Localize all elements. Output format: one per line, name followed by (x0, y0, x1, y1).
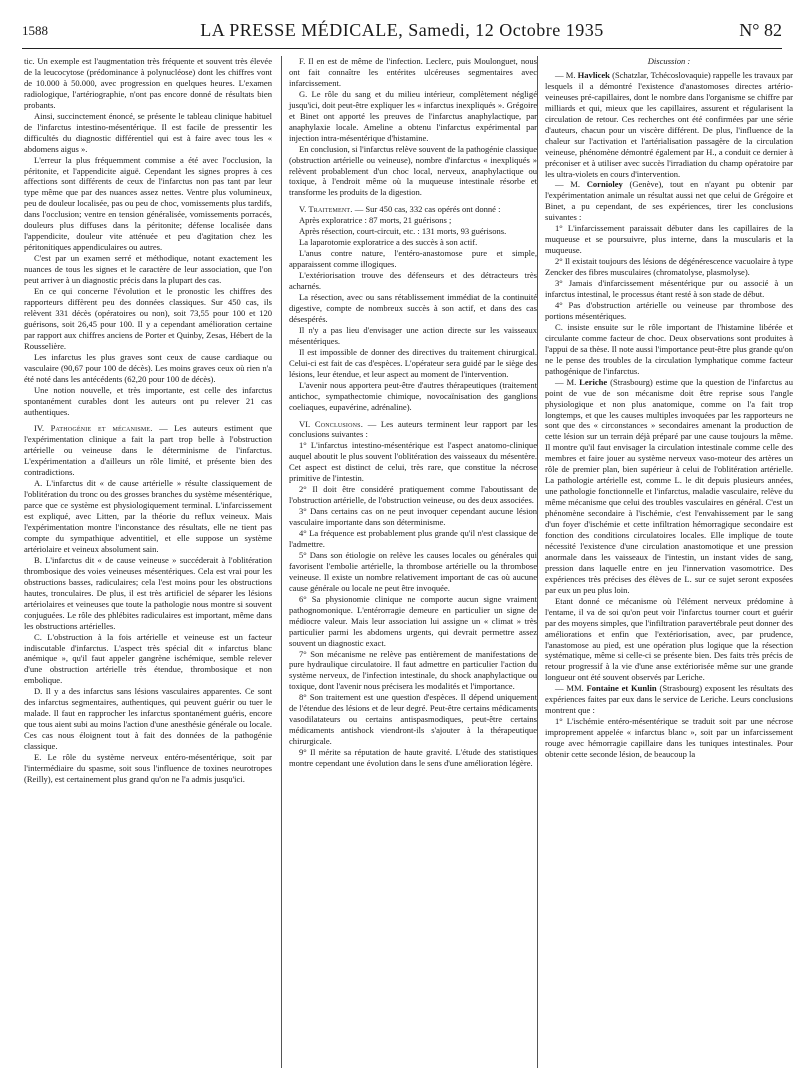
paragraph: En ce qui concerne l'évolution et le pronostic les chiffres des rapporteurs diffèrent peu des données classiques. Sur 450 cas, ils relèvent 331 décès (opératoires ou non), soit 73,55 pour 100 et 120 guérisons, soit 26,45 pour 100. Il y a cependant amélioration certaine par rapport aux chiffres anciens de Porter et Quinby, Zesas, Hébert de la Rousselière. (24, 286, 272, 351)
column-divider-right (537, 56, 538, 1068)
discussion-heading: Discussion : (647, 56, 691, 66)
paragraph: 2° Il existait toujours des lésions de dégénérescence vacuolaire à type Zencker des fibres musculaires (chromatolyse, plasmolyse). (545, 256, 793, 278)
paragraph: G. Le rôle du sang et du milieu intérieur, complètement négligé jusqu'ici, doit peut-être expliquer les « infarctus inexpliqués ». Grégoire et Binet ont apporté les preuves de l'infarctus anaphylactique, par anaphylaxie locale. Ameline a obtenu l'infarctus expérimental par injection intra-mésentérique d'histamine. (289, 88, 537, 143)
speaker-name: Cornioley (586, 179, 623, 190)
entry-lead: — MM. (555, 683, 587, 694)
paragraph: C. L'obstruction à la fois artérielle et veineuse est un facteur indiscutable d'infarctus. L'aspect très spécial dit « infarctus blanc anémique », qu'il faut appeler gangrène ischémique, semble relever d'une obstruction artérielle très étendue, thrombosique et non embolique. (24, 631, 272, 686)
header-rule (22, 48, 782, 49)
paragraph: 3° Dans certains cas on ne peut invoquer cependant aucune lésion vasculaire importante dans son déterminisme. (289, 506, 537, 528)
paragraph: 1° L'ischémie entéro-mésentérique se traduit soit par une nécrose improprement appelée « infarctus blanc », soit par un infarcissement rouge avec hémorragie capillaire dans les tuniques intestinales. Pour obtenir cette seconde lésion, de beaucoup la (545, 716, 793, 760)
page-header (22, 20, 782, 46)
paragraph: La laparotomie exploratrice a des succès à son actif. (299, 237, 478, 248)
entry-text: (Schatzlar, Tchécoslovaquie) rappelle les travaux par lesquels il a démontré l'existence d'anastomoses directes artério-veineuses pré-capillaires, dont le nombre dans l'organisme se chiffre par milliards et qui, mieux que les capillaires, assurent et régularisent la circulation de retour. Ces recherches ont été confirmées par une série d'auteurs, chacun pour un viscère différent. De plus, l'influence de la chaleur sur l'activation et l'artérialisation passagère de la circulation veineuse, phénomène démontré également par H., a conduit ce dernier à préconiser et à utiliser avec succès l'irradiation du champ opératoire par les ultra-violets en cours d'intervention. (545, 69, 793, 179)
paragraph: La résection, avec ou sans rétablissement immédiat de la continuité digestive, compte de nombreux succès à son actif, et dans des cas désespérés. (289, 292, 537, 324)
section-heading-iv (24, 423, 272, 478)
discussion-entry (545, 70, 793, 180)
paragraph: Les infarctus les plus graves sont ceux de cause cardiaque ou vasculaire (90,67 pour 100 de décès). Les moins graves ceux où rien n'a été noté dans les antécédents (62,20 pour 100 de décès). (24, 351, 272, 384)
column-left (24, 56, 272, 785)
paragraph: 8° Son traitement est une question d'espèces. Il dépend uniquement de l'étendue des lésions et de leur degré. Peut-être certains médicaments vasodilatateurs ou certains antispasmodiques, peut-être certains médicaments antishock viendront-ils s'ajouter à la thérapeutique chirurgicale. (289, 692, 537, 747)
journal-title: LA PRESSE MÉDICALE, Samedi, 12 Octobre 1935 (200, 20, 604, 40)
paragraph: 1° L'infarcissement paraissait débuter dans les capillaires de la muqueuse et se poursuivre, plus interne, dans la muscularis et la muqueuse. (545, 223, 793, 256)
entry-text: (Genève), tout en n'ayant pu obtenir par l'expérimentation animale un résultat aussi net que celui de Grégoire et Binet, a pu cependant, de ses expériences, tirer les conclusions suivantes : (545, 179, 793, 223)
paragraph: Il est impossible de donner des directives du traitement chirurgical. Celui-ci est fait de cas d'espèces. L'opérateur sera guidé par le siège des lésions, leur étendue, et leur aspect au moment de l'intervention. (289, 346, 537, 379)
entry-lead: — M. (555, 179, 587, 190)
issue-number: N° 82 (739, 20, 782, 40)
paragraph: En conclusion, si l'infarctus relève souvent de la pathogénie classique (obstruction artérielle ou veineuse), nombre d'infarctus « inexpliqués » relèvent probablement d'un choc local, nerveux, anaphylactique ou toxique, à l'endroit même où la muqueuse intestinale résorbe et transforme les produits de la digestion. (289, 143, 537, 198)
section-lead: — Les auteurs terminent leur rapport par les conclusions suivantes : (289, 418, 537, 440)
section-title: Conclusions. (314, 418, 364, 429)
section-number: V. (299, 204, 307, 215)
section-heading-v (289, 204, 537, 215)
paragraph: L'anus contre nature, l'entéro-anastomose pure et simple, apparaissent comme illogiques. (289, 248, 537, 270)
page-number: 1588 (22, 23, 48, 38)
paragraph: Après exploratrice : 87 morts, 21 guérisons ; (299, 215, 452, 226)
paragraph: E. Le rôle du système nerveux entéro-mésentérique, soit par l'intermédiaire du spasme, soit sous l'influence de toxines neurotropes (Reilly), est certainement plus grand qu'on ne l'a admis jusqu'ici. (24, 752, 272, 784)
paragraph: 1° L'infarctus intestino-mésentérique est l'aspect anatomo-clinique auquel aboutit le plus souvent l'oblitération des vaisseaux du mésentère. Cet aspect est distinct de celui, très rare, que constitue la nécrose primitive de l'intestin. (289, 440, 537, 484)
paragraph: 7° Son mécanisme ne relève pas entièrement de manifestations de pure hydraulique circulatoire. Il faut admettre en particulier l'action du système nerveux, de l'infection intestinale, du shock anaphylactique ou toxique, dont l'avenir nous précisera les modalités et l'importance. (289, 648, 537, 692)
paragraph: tic. Un exemple est l'augmentation très fréquente et souvent très élevée de la leucocytose (prédominance à polynucléose) dont les chiffres vont de 10.000 à 50.000, avec progression en quelques heures. L'examen radiologique, l'artériographie, n'ont pas encore donné de résultats bien probants. (24, 56, 272, 110)
section-lead: — Les auteurs estiment que l'expérimentation clinique a fait la part trop belle à l'obstruction artérielle ou veineuse dans le déterminisme de l'infarctus. L'expérimentation a d'ailleurs un rôle limité, et présente bien des contradictions. (24, 423, 273, 478)
paragraph: A. L'infarctus dit « de cause artérielle » résulte classiquement de l'oblitération du tronc ou des grosses branches du système mésentérique, parce que ce système est physiologiquement terminal. L'infarcissement est expliqué, avec Litten, par la théorie du reflux veineux. Mais l'expérimentation montre l'inconstance des résultats, elle ne tient pas compte du sympathique adventitiel, et elle suppose un système artériolaire et veineux absolument sain. (24, 478, 272, 554)
speaker-name: Havlicek (577, 69, 610, 80)
section-title: Traitement. (308, 204, 353, 215)
entry-lead: — M. (555, 376, 580, 387)
section-lead: — Sur 450 cas, 332 cas opérés ont donné : (354, 204, 501, 215)
paragraph: C. insiste ensuite sur le rôle important de l'histamine libérée et circulante comme facteur de choc. Deux observations sont produites à l'appui de sa thèse. Il note aussi l'importance peut-être plus grande qu'on ne le pense des troubles de la circulation lymphatique comme facteur pathogénique de l'infarctus. (545, 321, 793, 376)
entry-text: (Strasbourg) estime que la question de l'infarctus au point de vue de son mécanisme doit être reprise sous l'angle physiologique et non plus anatomique, comme on l'a fait trop longtemps, et que les causes multiples invoquées par les rapporteurs ne sont que des « circonstances » secondaires amenant la production de cette lésion sur un terrain déjà préparé par une cause toujours la même. Il montre qu'il faut envisager la circulation intestinale comme celle des membres et faire jouer au système nerveux vaso-moteur des artères un rôle de premier plan, bien supérieur à celui de l'oblitération artérielle. La pathologie artérielle est, comme L. le dit depuis plusieurs années, une pathologie fonctionnelle et l'infarctus, maladie vasculaire, relève du même mécanisme que celui des troubles vasculaires en général. C'est un phénomène secondaire à l'ischémie, c'est l'envahissement par le sang d'un foyer d'ischémie et cette infiltration hémorragique secondaire est fonction des conditions circulatoires locales. Elle implique de toute nécessité l'existence d'une circulation anastomotique et une pression anormale dans les vaisseaux de l'intestin, un instant vides de sang, pression dans laquelle entre en jeu l'innervation vasomotrice. Des expériences très précises des élèves de L. sur ce sujet seront exposées par eux un peu plus loin. (545, 376, 793, 595)
discussion-entry (545, 683, 793, 716)
column-middle (289, 56, 537, 769)
section-number: VI. (299, 418, 311, 429)
section-number: IV. (34, 423, 45, 434)
speaker-name: Leriche (579, 376, 608, 387)
paragraph: 3° Jamais d'infarcissement mésentérique pur ou associé à un infarctus intestinal, le processus étant resté à son stade de début. (545, 278, 793, 300)
paragraph: L'extériorisation trouve des défenseurs et des détracteurs très acharnés. (289, 270, 537, 292)
paragraph: 2° Il doit être considéré pratiquement comme l'aboutissant de l'obstruction artérielle, de l'obstruction veineuse, ou des deux associées. (289, 484, 537, 506)
paragraph: 4° Pas d'obstruction artérielle ou veineuse par thrombose des portions mésentériques. (545, 299, 793, 321)
paragraph: L'erreur la plus fréquemment commise a été avec l'occlusion, la péritonite, et l'appendicite aiguë. Cependant les signes propres à ces affections sont différents de ceux de l'infarctus non pas tant par leur type même que par des nuances assez nettes. Ventre plus volumineux, peu de douleur localisée, pas ou peu de choc, vomissements plus tardifs, dans l'occlusion; ventre en tension généralisée, vomissements porracés, douleurs plus diffuses dans la péritonite; défense localisée dans l'appendicite, douleur vite atténuée et peu d'agitation chez les péritonitiques appendiculaires ou autres. (24, 154, 272, 253)
paragraph: D. Il y a des infarctus sans lésions vasculaires apparentes. Ce sont des infarctus segmentaires, authentiques, qui peuvent guérir ou tuer le malade. Il faut en rapprocher les infarctus spontanément guéris, encore que tous aient subi au moins l'action d'une anesthésie générale ou locale. Ces cas nous éloignent tout à fait des données de la pathogénie classique. (24, 686, 273, 752)
paragraph: 9° Il mérite sa réputation de haute gravité. L'étude des statistiques montre cependant une évolution dans le sens d'une amélioration légère. (289, 747, 537, 769)
discussion-entry (545, 179, 793, 223)
column-divider-left (281, 56, 282, 1068)
paragraph: 6° Sa physionomie clinique ne comporte aucun signe vraiment pathognomonique. L'entérorragie demeure en particulier un signe de médiocre valeur. Mais leur association lui assigne un « climat » très particulier parmi les abdomens urgents, qui devrait permettre assez souvent un diagnostic exact. (289, 593, 537, 648)
section-heading-vi (289, 419, 537, 441)
paragraph: Etant donné ce mécanisme où l'élément nerveux prédomine à l'entame, il va de soi qu'on peut voir l'infarctus tourner court et guérir par des moyens simples, que l'infiltration paravertébrale peut donner des améliorations et enfin que l'extériorisation, avec, par prudence, l'anastomose au pied, est une opération plus logique que la résection systématique, même si celle-ci se présente bien. Des faits très précis de retour progressif à la vie d'une anse extériorisée même sur une grande longueur ont été souvent observés par Leriche. (545, 595, 793, 683)
entry-text: (Strasbourg) exposent les résultats des expériences faites par eux dans le service de Leriche. Leurs conclusions montrent que : (545, 683, 793, 716)
section-title: Pathogénie et mécanisme. (50, 423, 153, 434)
paragraph: 4° La fréquence est probablement plus grande qu'il n'est classique de l'admettre. (289, 528, 537, 549)
paragraph: F. Il en est de même de l'infection. Leclerc, puis Moulonguet, nous ont fait connaître les entérites ulcéreuses segmentaires avec infarcissement. (289, 56, 537, 88)
speaker-name: Fontaine et Kunlin (586, 683, 657, 694)
paragraph: 5° Dans son étiologie on relève les causes locales ou générales qui favorisent l'embolie artérielle, la thrombose artérielle ou la thrombose veineuse. Il existe un nombre relativement important de cas où aucune cause générale ou locale ne peut être invoquée. (289, 549, 537, 593)
paragraph: L'avenir nous apportera peut-être d'autres thérapeutiques (traitement antichoc, sympathectomie chimique, novocaïnisation des ganglions coeliaques, eupavérine, adrénaline). (289, 379, 537, 412)
discussion-entry (545, 377, 793, 596)
paragraph: C'est par un examen serré et méthodique, notant exactement les nuances de tous les signes et le caractère de leur association, que l'on peut arriver à un diagnostic précis dans la plupart des cas. (24, 253, 272, 286)
entry-lead: — M. (555, 69, 578, 80)
paragraph: Une notion nouvelle, et très importante, est celle des infarctus spontanément curables dont les auteurs ont pu relever 21 cas authentiques. (24, 384, 272, 417)
paragraph: Après résection, court-circuit, etc. : 131 morts, 93 guérisons. (299, 226, 507, 237)
paragraph: Il n'y a pas lieu d'envisager une action directe sur les vaisseaux mésentériques. (289, 324, 537, 346)
paragraph: B. L'infarctus dit « de cause veineuse » succéderait à l'oblitération thrombosique des voies veineuses mésentériques. Cela est vrai pour les obstructions basses, radiculaires; cela l'est moins pour les obstructions hautes, tronculaires. De plus, il est très artificiel de séparer les lésions artériolaires et veineuses que toute la pathologie nous montre si souvent conjuguées. Le rôle des phlébites radiculaires est important, même dans les obstructions artérielles. (24, 554, 272, 631)
column-right (545, 56, 793, 760)
paragraph: Ainsi, succinctement énoncé, se présente le tableau clinique habituel de l'infarctus intestino-mésentérique. Il est facile de pressentir les difficultés du diagnostic différentiel qui est à faire avec tous les « abdomens aigus ». (24, 110, 272, 154)
